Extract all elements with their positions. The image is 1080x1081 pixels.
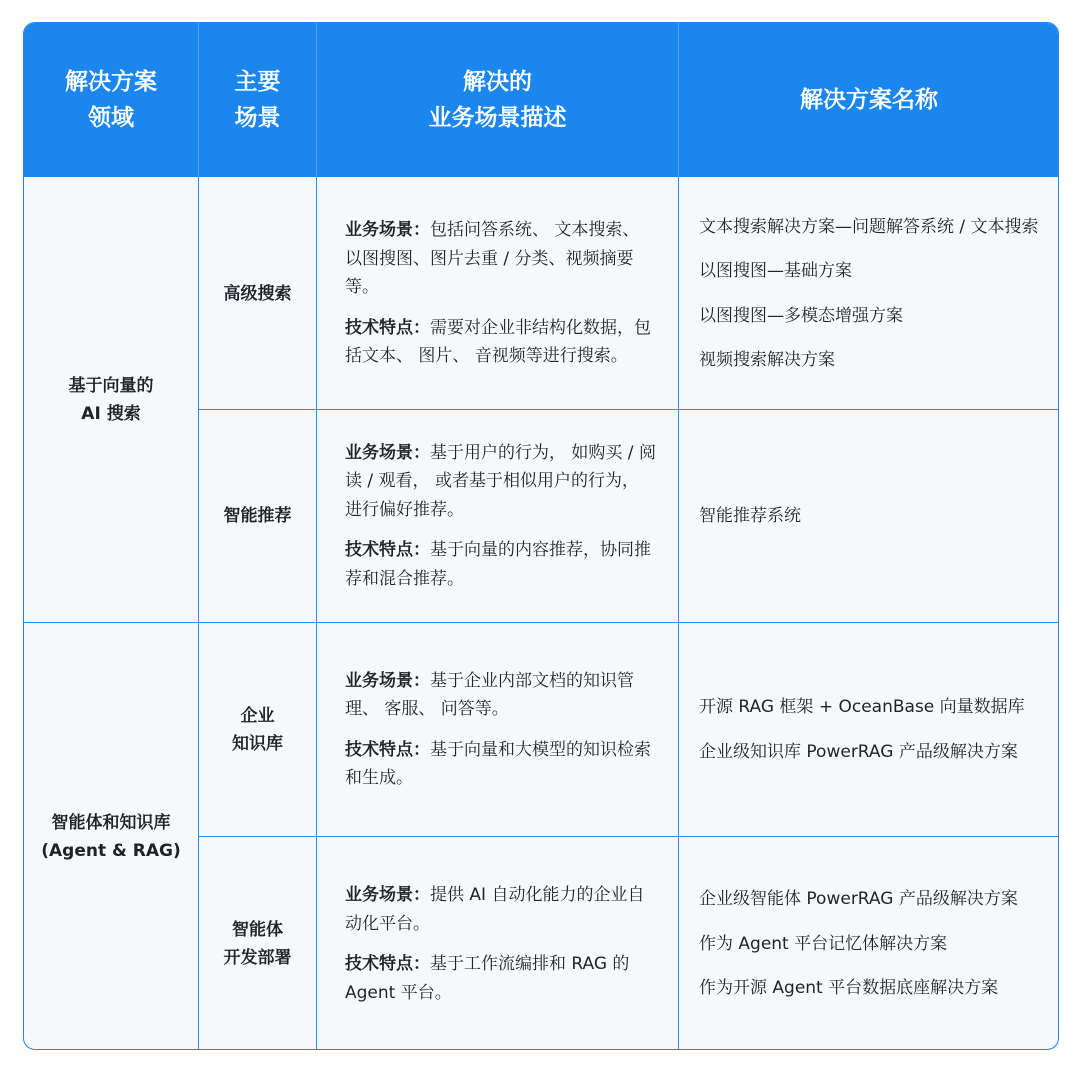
- header-sep-2: [316, 23, 317, 177]
- solution-item: 智能推荐系统: [699, 505, 801, 526]
- solutions-table: [23, 22, 1059, 1050]
- header-domain-line1: 解决方案: [65, 69, 157, 95]
- header-solution-line1: 解决方案名称: [800, 87, 938, 113]
- tech-feature-value: 需要对企业非结构化数据，包括文本、 图片、 音视频等进行搜索。: [345, 317, 651, 367]
- header-sep-3: [678, 23, 679, 177]
- tech-feature-value: 基于向量和大模型的知识检索和生成。: [345, 739, 651, 788]
- scene-agent-dev-line1: 智能体: [232, 920, 283, 940]
- header-scene-line2: 场景: [234, 105, 281, 131]
- scene-advanced-search-label: 高级搜索: [223, 283, 292, 304]
- domain-agent-rag-line2: (Agent & RAG): [41, 841, 181, 861]
- scene-cell-knowledge-base: [199, 623, 316, 836]
- solution-item: 作为 Agent 平台记忆体解决方案: [699, 933, 948, 954]
- solution-cell-agent-dev: [679, 837, 1059, 1050]
- biz-scenario-label: 业务场景：: [345, 885, 430, 905]
- header-scene-line1: 主要: [234, 69, 281, 95]
- biz-scenario-label: 业务场景：: [345, 670, 430, 691]
- domain-cell-ai-search: [24, 178, 198, 622]
- header-cell-domain: [24, 23, 198, 177]
- biz-scenario-value: 包括问答系统、 文本搜索、以图搜图、图片去重 / 分类、视频摘要等。: [345, 220, 640, 298]
- biz-scenario-label: 业务场景：: [345, 442, 430, 463]
- tech-feature-label: 技术特点：: [345, 540, 430, 561]
- domain-ai-search-line1: 基于向量的: [68, 376, 154, 396]
- biz-scenario-text: [345, 439, 656, 525]
- solution-item: 以图搜图—基础方案: [699, 261, 852, 281]
- tech-feature-label: 技术特点：: [345, 317, 430, 338]
- header-domain-line2: 领域: [88, 105, 134, 131]
- solution-cell-smart-recommend: [679, 410, 1059, 622]
- domain-ai-search-line2: AI 搜索: [81, 404, 141, 424]
- biz-scenario-text: [345, 216, 656, 302]
- scene-cell-agent-dev: [199, 837, 316, 1050]
- tech-feature-label: 技术特点：: [345, 739, 430, 760]
- solution-cell-knowledge-base: [679, 623, 1059, 836]
- biz-scenario-value: 提供 AI 自动化能力的企业自动化平台。: [345, 885, 645, 934]
- scene-smart-recommend-label: 智能推荐: [223, 506, 292, 526]
- scene-knowledge-base-line1: 企业: [240, 705, 275, 726]
- solution-item: 作为开源 Agent 平台数据底座解决方案: [699, 978, 999, 999]
- tech-feature-text: [345, 736, 656, 793]
- scene-cell-smart-recommend: [199, 410, 316, 622]
- biz-scenario-text: [345, 881, 656, 938]
- tech-feature-text: [345, 536, 656, 593]
- tech-feature-text: [345, 314, 656, 371]
- header-sep-1: [198, 23, 199, 177]
- solution-item: 企业级知识库 PowerRAG 产品级解决方案: [699, 741, 1018, 762]
- domain-agent-rag-line1: 智能体和知识库: [51, 813, 171, 833]
- tech-feature-label: 技术特点：: [345, 954, 430, 974]
- scene-cell-advanced-search: [199, 178, 316, 409]
- header-cell-description: [317, 23, 678, 177]
- solution-item: 以图搜图—多模态增强方案: [699, 305, 903, 326]
- scene-agent-dev-line2: 开发部署: [223, 948, 292, 968]
- solution-item: 文本搜索解决方案—问题解答系统 / 文本搜索: [699, 216, 1039, 237]
- biz-scenario-label: 业务场景：: [345, 220, 430, 241]
- solution-item: 企业级智能体 PowerRAG 产品级解决方案: [699, 889, 1018, 910]
- desc-cell-smart-recommend: [317, 410, 678, 622]
- biz-scenario-text: [345, 667, 656, 724]
- header-cell-solution: [679, 23, 1059, 177]
- desc-cell-agent-dev: [317, 837, 678, 1050]
- biz-scenario-value: 基于企业内部文档的知识管理、 客服、 问答等。: [345, 670, 634, 719]
- domain-cell-agent-rag: [24, 623, 198, 1050]
- solution-item: 视频搜索解决方案: [699, 350, 835, 370]
- header-desc-line2: 业务场景描述: [428, 105, 567, 131]
- biz-scenario-value: 基于用户的行为， 如购买 / 阅读 / 观看， 或者基于相似用户的行为， 进行偏好推荐。: [345, 442, 656, 520]
- desc-cell-advanced-search: [317, 178, 678, 409]
- tech-feature-value: 基于工作流编排和 RAG 的 Agent 平台。: [345, 954, 630, 1003]
- tech-feature-text: [345, 950, 656, 1007]
- solution-item: 开源 RAG 框架 + OceanBase 向量数据库: [699, 697, 1025, 717]
- desc-cell-knowledge-base: [317, 623, 678, 836]
- scene-knowledge-base-line2: 知识库: [232, 733, 283, 754]
- solution-cell-advanced-search: [679, 178, 1059, 409]
- header-cell-scene: [199, 23, 316, 177]
- tech-feature-value: 基于向量的内容推荐，协同推荐和混合推荐。: [345, 540, 651, 589]
- header-desc-line1: 解决的: [463, 69, 532, 95]
